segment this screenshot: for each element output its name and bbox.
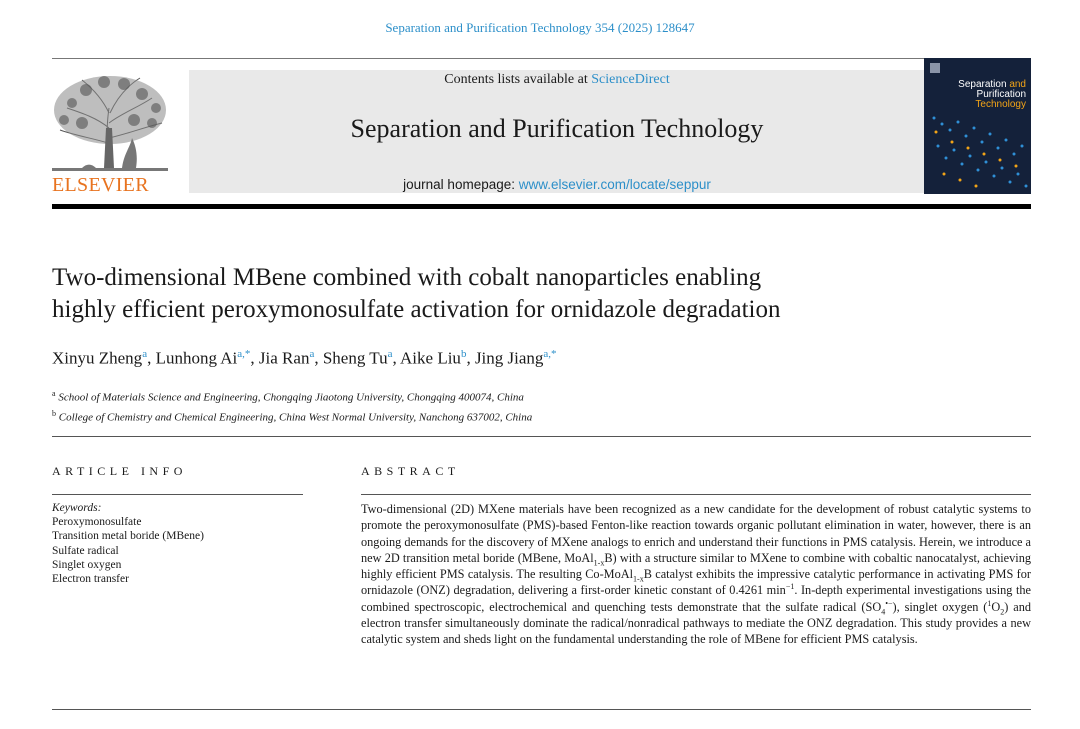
abstract-rule <box>361 494 1031 495</box>
abstract-text-segment: B catalyst exhibits the impressive catalytic performance in activating PMS for ornidazole (ONZ) degradation, delivering a first-order kinetic constant of 0.4261 min <box>361 567 1031 598</box>
abstract-subscript: 1-x <box>633 574 644 584</box>
abstract-subscript: 4 <box>881 607 886 617</box>
article-title-line2: highly efficient peroxymonosulfate activation for ornidazole degradation <box>52 296 781 323</box>
journal-title: Separation and Purification Technology <box>350 114 764 143</box>
homepage-link[interactable]: www.elsevier.com/locate/seppur <box>518 177 711 192</box>
author-affiliation-link[interactable]: a <box>142 348 148 360</box>
affiliation-b <box>52 406 532 426</box>
abstract-subscript: 2 <box>1000 607 1005 617</box>
author-name: Xinyu Zheng <box>52 348 143 368</box>
author-name: Sheng Tu <box>322 348 388 368</box>
affiliation-list <box>52 386 532 425</box>
article-info-rule <box>52 494 303 495</box>
abstract-superscript: −1 <box>785 582 795 592</box>
keyword-item: Electron transfer <box>52 573 129 586</box>
author-name: Aike Liu <box>400 348 461 368</box>
cover-title-line3: Technology <box>975 99 1026 110</box>
abstract-subscript: 1-x <box>593 558 605 568</box>
affiliation-a <box>52 386 532 406</box>
section-divider <box>52 436 1031 437</box>
author-name: Lunhong Ai <box>155 348 238 368</box>
contents-line <box>189 72 925 88</box>
author-name: Jing Jiang <box>474 348 544 368</box>
abstract-heading: ABSTRACT <box>361 464 460 478</box>
keyword-item: Singlet oxygen <box>52 558 122 571</box>
author-affiliation-link[interactable]: a,* <box>237 348 251 360</box>
author-list: Xinyu Zheng$^a$, Lunhong $Ai^{a,*}$, Jia Ran$^a$, Sheng Tu$^a$, Aike Liu$^b$, Jing Jiang$^{a,*}$ <box>52 348 557 368</box>
abstract-superscript: •− <box>885 598 893 608</box>
abstract-superscript: 1 <box>987 598 992 608</box>
abstract-text-segment: . In-depth experimental investigations using the combined spectroscopic, electrochemical and quenching tests demonstrate that the sulfate radical (SO <box>361 583 1031 614</box>
author-name: Jia Ran <box>258 348 310 368</box>
abstract-text-segment: O <box>991 599 1001 614</box>
elsevier-wordmark[interactable]: ELSEVIER <box>52 174 149 196</box>
author-affiliation-link[interactable]: a <box>309 348 315 360</box>
homepage-line <box>189 177 925 192</box>
cover-title <box>958 80 1026 110</box>
header-bottom-rule <box>52 204 1031 209</box>
journal-reference-link[interactable]: Separation and Purification Technology 354 (2025) 128647 <box>385 20 695 35</box>
keywords-label: Keywords: <box>52 502 102 514</box>
affiliation-text: College of Chemistry and Chemical Engineering, China West Normal University, Nanchong 637002, China <box>58 411 533 424</box>
keywords-list <box>52 501 204 586</box>
cover-title-and: and <box>1009 79 1026 90</box>
affiliation-text: School of Materials Science and Engineering, Chongqing Jiaotong University, Chongqing 400074, China <box>58 391 524 404</box>
keyword-item: Sulfate radical <box>52 544 119 557</box>
journal-banner <box>189 70 925 193</box>
bottom-divider <box>52 709 1031 710</box>
abstract-text-segment: ), singlet oxygen ( <box>892 599 988 614</box>
abstract-text-segment: Two-dimensional (2D) MXene materials have been recognized as a new candidate for the development of robust catalytic systems to promote the peroxymonosulfate (PMS)-based Fenton-like reaction towards organic pollutant elimination in water, however, there is an ongoing demands for the discovery of MXene analogs to enrich and understand their functions in PMS catalysis. Herein, we introduce a new 2D transition metal boride (MBene, MoAl <box>361 502 1032 565</box>
abstract-text-segment: B) with a structure similar to MXene to combine with cobaltic nanocatalyst, achieving highly efficient PMS catalysis. The resulting Co-MoAl <box>361 550 1031 582</box>
cover-title-line1: Separation <box>958 79 1007 90</box>
affiliation-marker: a <box>52 389 56 398</box>
homepage-prefix: journal homepage: <box>403 177 519 192</box>
author-affiliation-link[interactable]: a <box>387 348 393 360</box>
keyword-item: Peroxymonosulfate <box>52 516 142 529</box>
affiliation-marker: b <box>52 408 56 418</box>
journal-header <box>52 58 1031 210</box>
header-top-rule <box>52 58 931 59</box>
journal-cover-thumbnail[interactable] <box>924 58 1031 194</box>
abstract-body <box>361 501 1031 648</box>
sciencedirect-link[interactable]: ScienceDirect <box>591 72 670 87</box>
author-affiliation-link[interactable]: a,* <box>543 348 557 360</box>
article-title <box>52 262 1012 326</box>
abstract-text-segment: ) and electron transfer simultaneously dominate the radical/nonradical pathways to mediate the ONZ degradation. This study provides a new catalytic system and sheds light on the fundamental understanding the role of MBene for efficient PMS catalysis. <box>361 599 1031 647</box>
article-title-line1: Two-dimensional MBene combined with cobalt nanoparticles enabling <box>52 264 762 291</box>
cover-title-line2: Purification <box>976 89 1026 100</box>
author-affiliation-link[interactable]: b <box>460 348 467 360</box>
contents-prefix: Contents lists available at <box>444 72 592 87</box>
keyword-item: Transition metal boride (MBene) <box>52 530 204 543</box>
article-info-heading: ARTICLE INFO <box>52 464 187 478</box>
